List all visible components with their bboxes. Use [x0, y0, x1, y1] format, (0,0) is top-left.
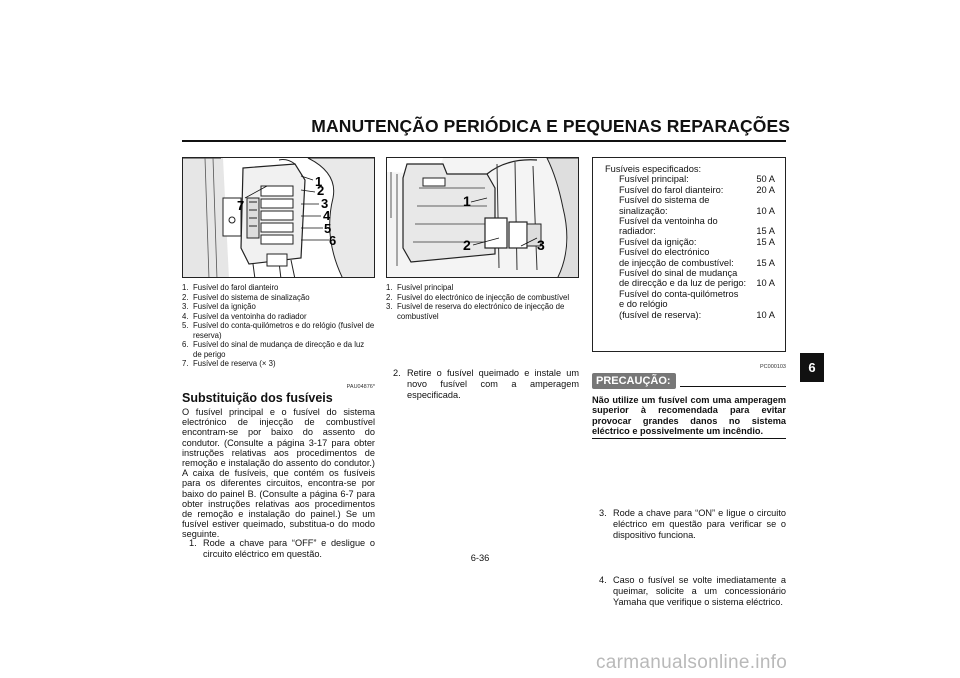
spec-row: Fusível do conta-quilómetros — [619, 288, 739, 299]
caption-item: 7. Fusível de reserva (× 3) — [182, 359, 276, 368]
caution-rule — [592, 438, 786, 439]
spec-row: radiador: 15 A — [619, 226, 775, 237]
page-title: MANUTENÇÃO PERIÓDICA E PEQUENAS REPARAÇÕES — [311, 116, 790, 136]
step-3: 3. Rode a chave para “ON” e ligue o circuito eléctrico em questão para verificar se o dispositivo funciona. — [599, 508, 786, 540]
spec-row: de direcção e da luz de perigo: 10 A — [619, 278, 775, 289]
spec-row: e do relógio — [619, 299, 668, 310]
spec-row: Fusível da ventoinha do — [619, 216, 718, 227]
callout-3: 3 — [321, 196, 329, 211]
main-fuse-figure — [386, 157, 579, 278]
fuse-box-figure — [182, 157, 375, 278]
main-fuse-illustration — [387, 158, 579, 278]
fuse-box-caption-list — [182, 283, 375, 369]
caption-item: 6. Fusível do sinal de mudança de direcção e da luz de perigo — [182, 340, 365, 359]
caption-item: 3. Fusível de reserva do electrónico de injecção de combustível — [386, 302, 565, 321]
page-number: 6-36 — [470, 553, 490, 563]
step-4: 4. Caso o fusível se volte imediatamente a queimar, solicite a um concessionário Yamaha que verifique o sistema eléctrico. — [599, 575, 786, 607]
caution-underline — [680, 386, 786, 387]
spec-row: Fusível principal: 50 A — [619, 174, 775, 185]
spec-row: (fusível de reserva): 10 A — [619, 309, 775, 320]
callout-2: 2 — [463, 237, 471, 253]
caption-item: 5. Fusível do conta-quilómetros e do relógio (fusível de reserva) — [182, 321, 375, 340]
section-code: PAU04876* — [346, 384, 375, 390]
callout-4: 4 — [323, 208, 331, 223]
chapter-tab: 6 — [800, 353, 824, 382]
callout-7: 7 — [237, 198, 245, 213]
main-fuse-caption-list — [386, 283, 579, 321]
spec-row: Fusível do electrónico — [619, 247, 710, 258]
spec-row: Fusível do farol dianteiro: 20 A — [619, 184, 775, 195]
caption-item: 1. Fusível principal — [386, 283, 454, 292]
caution-block — [592, 371, 786, 439]
callout-3: 3 — [537, 237, 545, 253]
caption-item: 1. Fusível do farol dianteiro — [182, 283, 279, 292]
spec-row: Fusível do sinal de mudança — [619, 268, 738, 279]
spec-row: Fusível do sistema de — [619, 195, 710, 206]
spec-row: de injecção de combustível: 15 A — [619, 257, 775, 268]
caution-badge: PRECAUÇÃO: — [592, 373, 676, 389]
fuse-spec-box — [592, 157, 786, 352]
watermark: carmanualsonline.info — [596, 652, 788, 673]
fuse-box-illustration — [183, 158, 375, 278]
callout-1: 1 — [315, 174, 323, 189]
callout-5: 5 — [324, 221, 332, 236]
step-1: 1. Rode a chave para “OFF” e desligue o circuito eléctrico em questão. — [189, 538, 375, 559]
section-heading: Substituição dos fusíveis — [182, 391, 333, 405]
caution-code: PC000103 — [760, 364, 786, 370]
step-2: 2. Retire o fusível queimado e instale um novo fusível com a amperagem especificada. — [393, 368, 579, 400]
caption-item: 3. Fusível da ignição — [182, 302, 256, 311]
spec-title: Fusíveis especificados: — [605, 164, 702, 174]
caution-text: Não utilize um fusível com uma amperagem superior à recomendada para evitar provocar grandes danos no sistema eléctrico e possivelmente um incêndio. — [592, 395, 786, 437]
caption-item: 4. Fusível da ventoinha do radiador — [182, 311, 307, 321]
caption-item: 2. Fusível do sistema de sinalização — [182, 292, 310, 302]
callout-2: 2 — [317, 183, 325, 198]
callout-1: 1 — [463, 193, 471, 209]
caption-item: 2. Fusível do electrónico de injecção de combustível — [386, 292, 570, 302]
title-rule — [182, 140, 786, 142]
spec-row: sinalização: 10 A — [619, 205, 775, 216]
intro-paragraph: O fusível principal e o fusível do sistema electrónico de injecção de combustível encontram-se por baixo do assento do condutor. (Consulte a página 3-17 para obter instruções relativas aos procedimentos de remoção e instalação do assento do condutor.) A caixa de fusíveis, que contém os fusíveis para os diferentes circuitos, encontra-se por baixo do painel B. (Consulte a página 6-7 para obter instruções relativas aos procedimentos de remoção e instalação do painel.) Se um fusível estiver queimado, substitua-o do modo seguinte. — [182, 407, 375, 540]
callout-6: 6 — [329, 233, 337, 248]
spec-row: Fusível da ignição: 15 A — [619, 236, 775, 247]
